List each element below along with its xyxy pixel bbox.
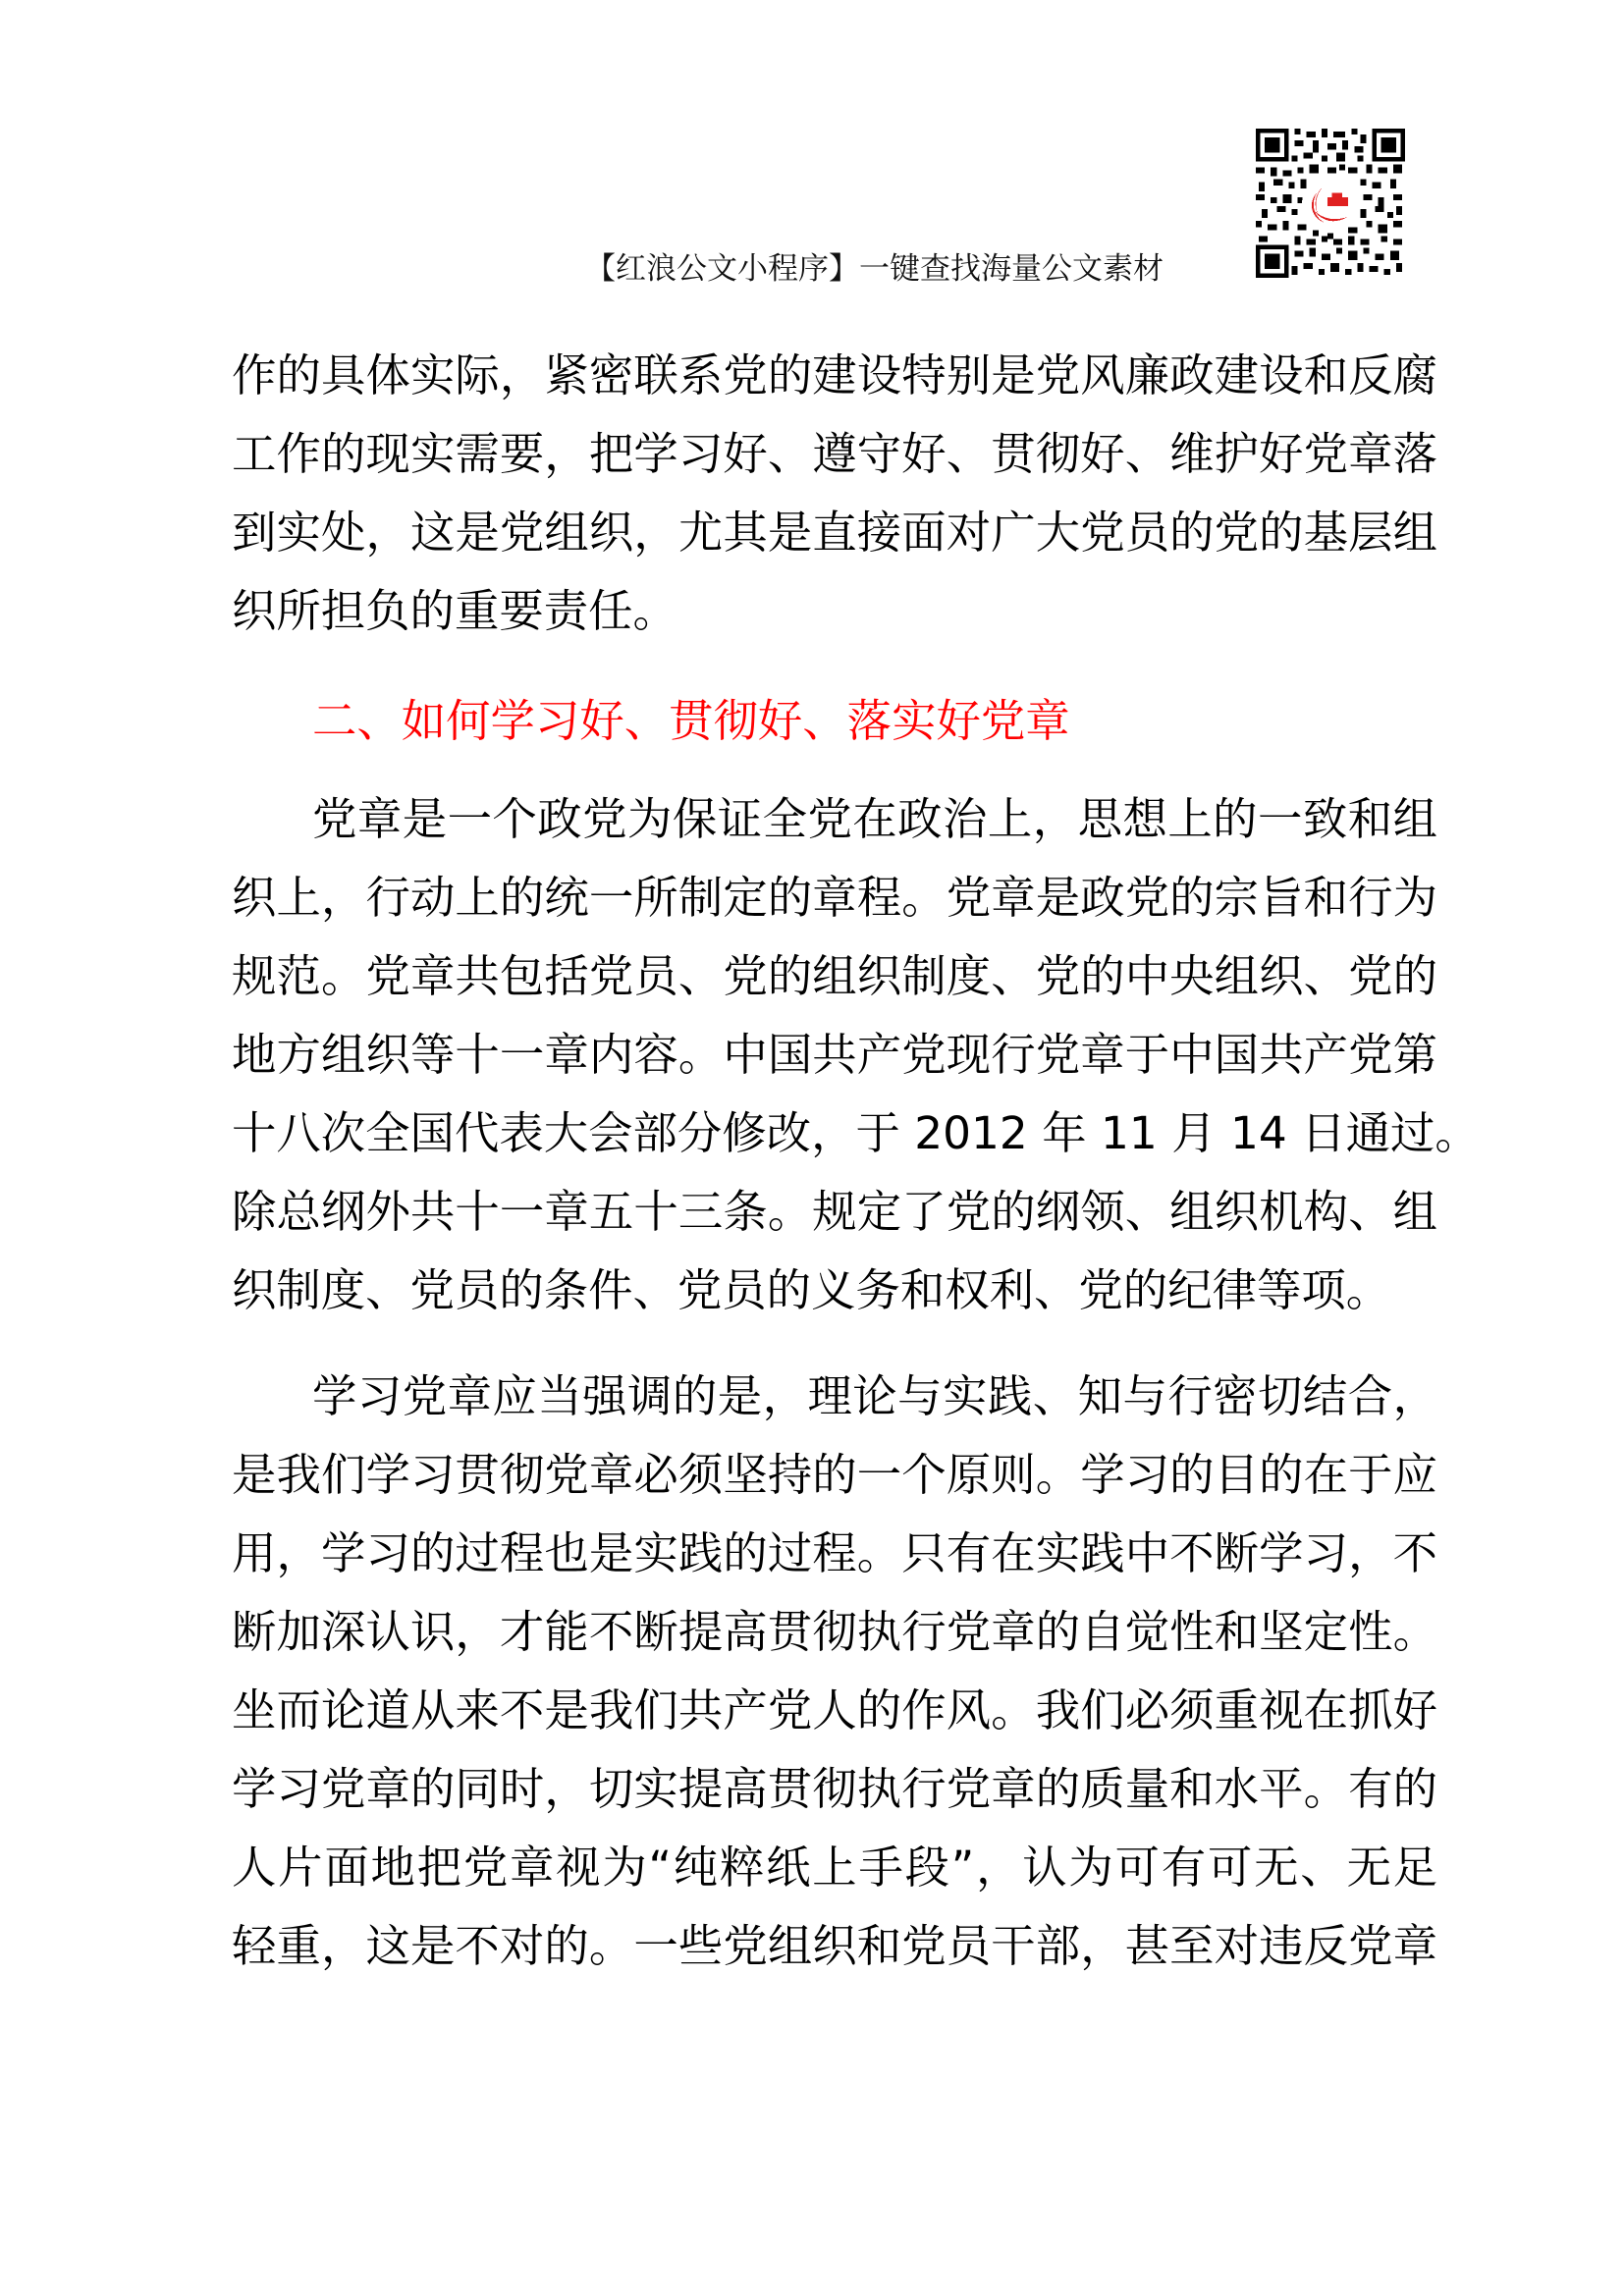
text-line: 学习党章的同时，切实提高贯彻执行党章的质量和水平。有的 bbox=[232, 1763, 1437, 1815]
text-line: 除总纲外共十一章五十三条。规定了党的纲领、组织机构、组 bbox=[232, 1186, 1437, 1238]
text-line: 人片面地把党章视为“纯粹纸上手段”，认为可有可无、无足 bbox=[232, 1842, 1437, 1894]
paragraph bbox=[232, 337, 1437, 651]
paragraph bbox=[232, 1358, 1437, 1986]
text-line: 坐而论道从来不是我们共产党人的作风。我们必须重视在抓好 bbox=[232, 1684, 1437, 1736]
text-line: 用，学习的过程也是实践的过程。只有在实践中不断学习，不 bbox=[232, 1527, 1437, 1579]
text-line: 规范。党章共包括党员、党的组织制度、党的中央组织、党的 bbox=[232, 950, 1437, 1002]
text-line: 地方组织等十一章内容。中国共产党现行党章于中国共产党第 bbox=[232, 1029, 1437, 1081]
text-line: 工作的现实需要，把学习好、遵守好、贯彻好、维护好党章落 bbox=[232, 428, 1437, 480]
header-banner-text: 【红浪公文小程序】一键查找海量公文素材 bbox=[585, 251, 1164, 287]
qr-code-icon bbox=[1256, 128, 1405, 279]
text-line: 党章是一个政党为保证全党在政治上，思想上的一致和组 bbox=[312, 793, 1437, 845]
text-line: 织上，行动上的统一所制定的章程。党章是政党的宗旨和行为 bbox=[232, 872, 1437, 924]
text-line: 是我们学习贯彻党章必须坚持的一个原则。学习的目的在于应 bbox=[232, 1449, 1437, 1501]
text-line: 十八次全国代表大会部分修改，于 2012 年 11 月 14 日通过。 bbox=[232, 1107, 1480, 1159]
section-heading-text: 二、如何学习好、贯彻好、落实好党章 bbox=[312, 695, 1070, 747]
text-line: 轻重，这是不对的。一些党组织和党员干部，甚至对违反党章 bbox=[232, 1920, 1437, 1972]
text-line: 学习党章应当强调的是，理论与实践、知与行密切结合， bbox=[312, 1370, 1437, 1422]
text-line: 作的具体实际，紧密联系党的建设特别是党风廉政建设和反腐 bbox=[232, 349, 1437, 401]
document-body bbox=[232, 337, 1480, 1986]
paragraph bbox=[232, 780, 1480, 1330]
text-line: 到实处，这是党组织，尤其是直接面对广大党员的党的基层组 bbox=[232, 507, 1437, 559]
text-line: 织所担负的重要责任。 bbox=[232, 585, 677, 637]
section-heading bbox=[232, 682, 1437, 761]
text-line: 织制度、党员的条件、党员的义务和权利、党的纪律等项。 bbox=[232, 1264, 1391, 1316]
text-line: 断加深认识，才能不断提高贯彻执行党章的自觉性和坚定性。 bbox=[232, 1606, 1437, 1658]
